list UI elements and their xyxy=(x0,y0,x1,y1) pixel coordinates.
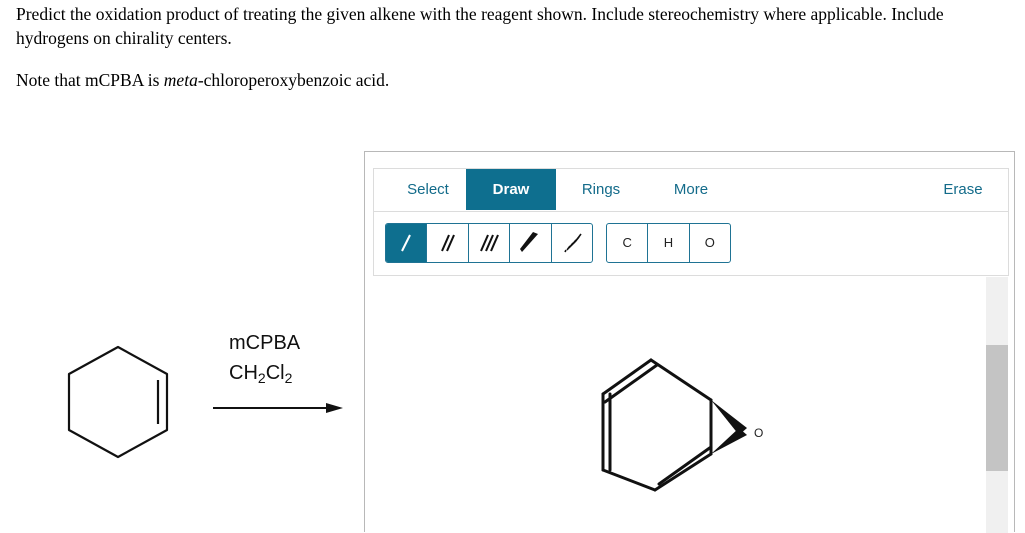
single-bond-button[interactable] xyxy=(386,224,427,262)
triple-bond-icon xyxy=(478,232,500,254)
solvent-sub2: 2 xyxy=(284,370,293,386)
reagent-solvent xyxy=(229,362,292,386)
wedge-bond-bottom xyxy=(711,428,747,454)
scrollbar-thumb[interactable] xyxy=(986,345,1008,471)
question-text: Predict the oxidation product of treating the given alkene with the reagent shown. Include stereochemistry where applicable. Include hydrogens on chirality centers. xyxy=(16,4,944,48)
triple-bond-button[interactable] xyxy=(469,224,510,262)
solvent-cl: Cl xyxy=(265,362,285,384)
epoxide-structure xyxy=(603,360,711,490)
solvent-sub1: 2 xyxy=(257,370,266,386)
reaction-arrow xyxy=(213,403,343,413)
wedge-bond-icon xyxy=(520,232,540,254)
single-bond-icon xyxy=(398,232,414,254)
double-bond-button[interactable] xyxy=(427,224,468,262)
wedge-bond-button[interactable] xyxy=(510,224,551,262)
tab-row xyxy=(374,169,1008,212)
note-italic: meta xyxy=(163,70,198,90)
cyclohexene-structure xyxy=(69,347,167,457)
hash-bond-icon xyxy=(562,232,582,254)
solvent-ch: CH xyxy=(229,362,258,384)
hash-bond-button[interactable] xyxy=(552,224,592,262)
atom-h-button[interactable]: H xyxy=(648,224,689,262)
atom-tool-group xyxy=(606,223,731,263)
tab-rings[interactable]: Rings xyxy=(581,181,621,198)
tab-more[interactable]: More xyxy=(673,181,709,198)
question-note xyxy=(16,68,389,92)
vertical-scrollbar[interactable] xyxy=(986,277,1008,533)
tab-select[interactable]: Select xyxy=(407,181,449,198)
reaction-scheme xyxy=(0,300,360,532)
wedge-bond-top xyxy=(711,400,747,435)
double-bond-icon xyxy=(439,232,457,254)
molecule-editor xyxy=(364,151,1015,532)
tab-draw[interactable]: Draw xyxy=(466,169,556,210)
oxygen-atom-label[interactable]: O xyxy=(754,426,764,440)
note-prefix: Note that mCPBA is xyxy=(16,70,164,90)
editor-toolbar xyxy=(373,168,1009,276)
atom-o-button[interactable]: O xyxy=(704,235,715,250)
bond-tool-group xyxy=(385,223,593,263)
atom-c-button[interactable]: C xyxy=(607,224,648,262)
note-suffix: -chloroperoxybenzoic acid. xyxy=(197,70,390,90)
tab-erase[interactable]: Erase xyxy=(943,181,983,198)
reagent-mcpba: mCPBA xyxy=(229,332,301,354)
